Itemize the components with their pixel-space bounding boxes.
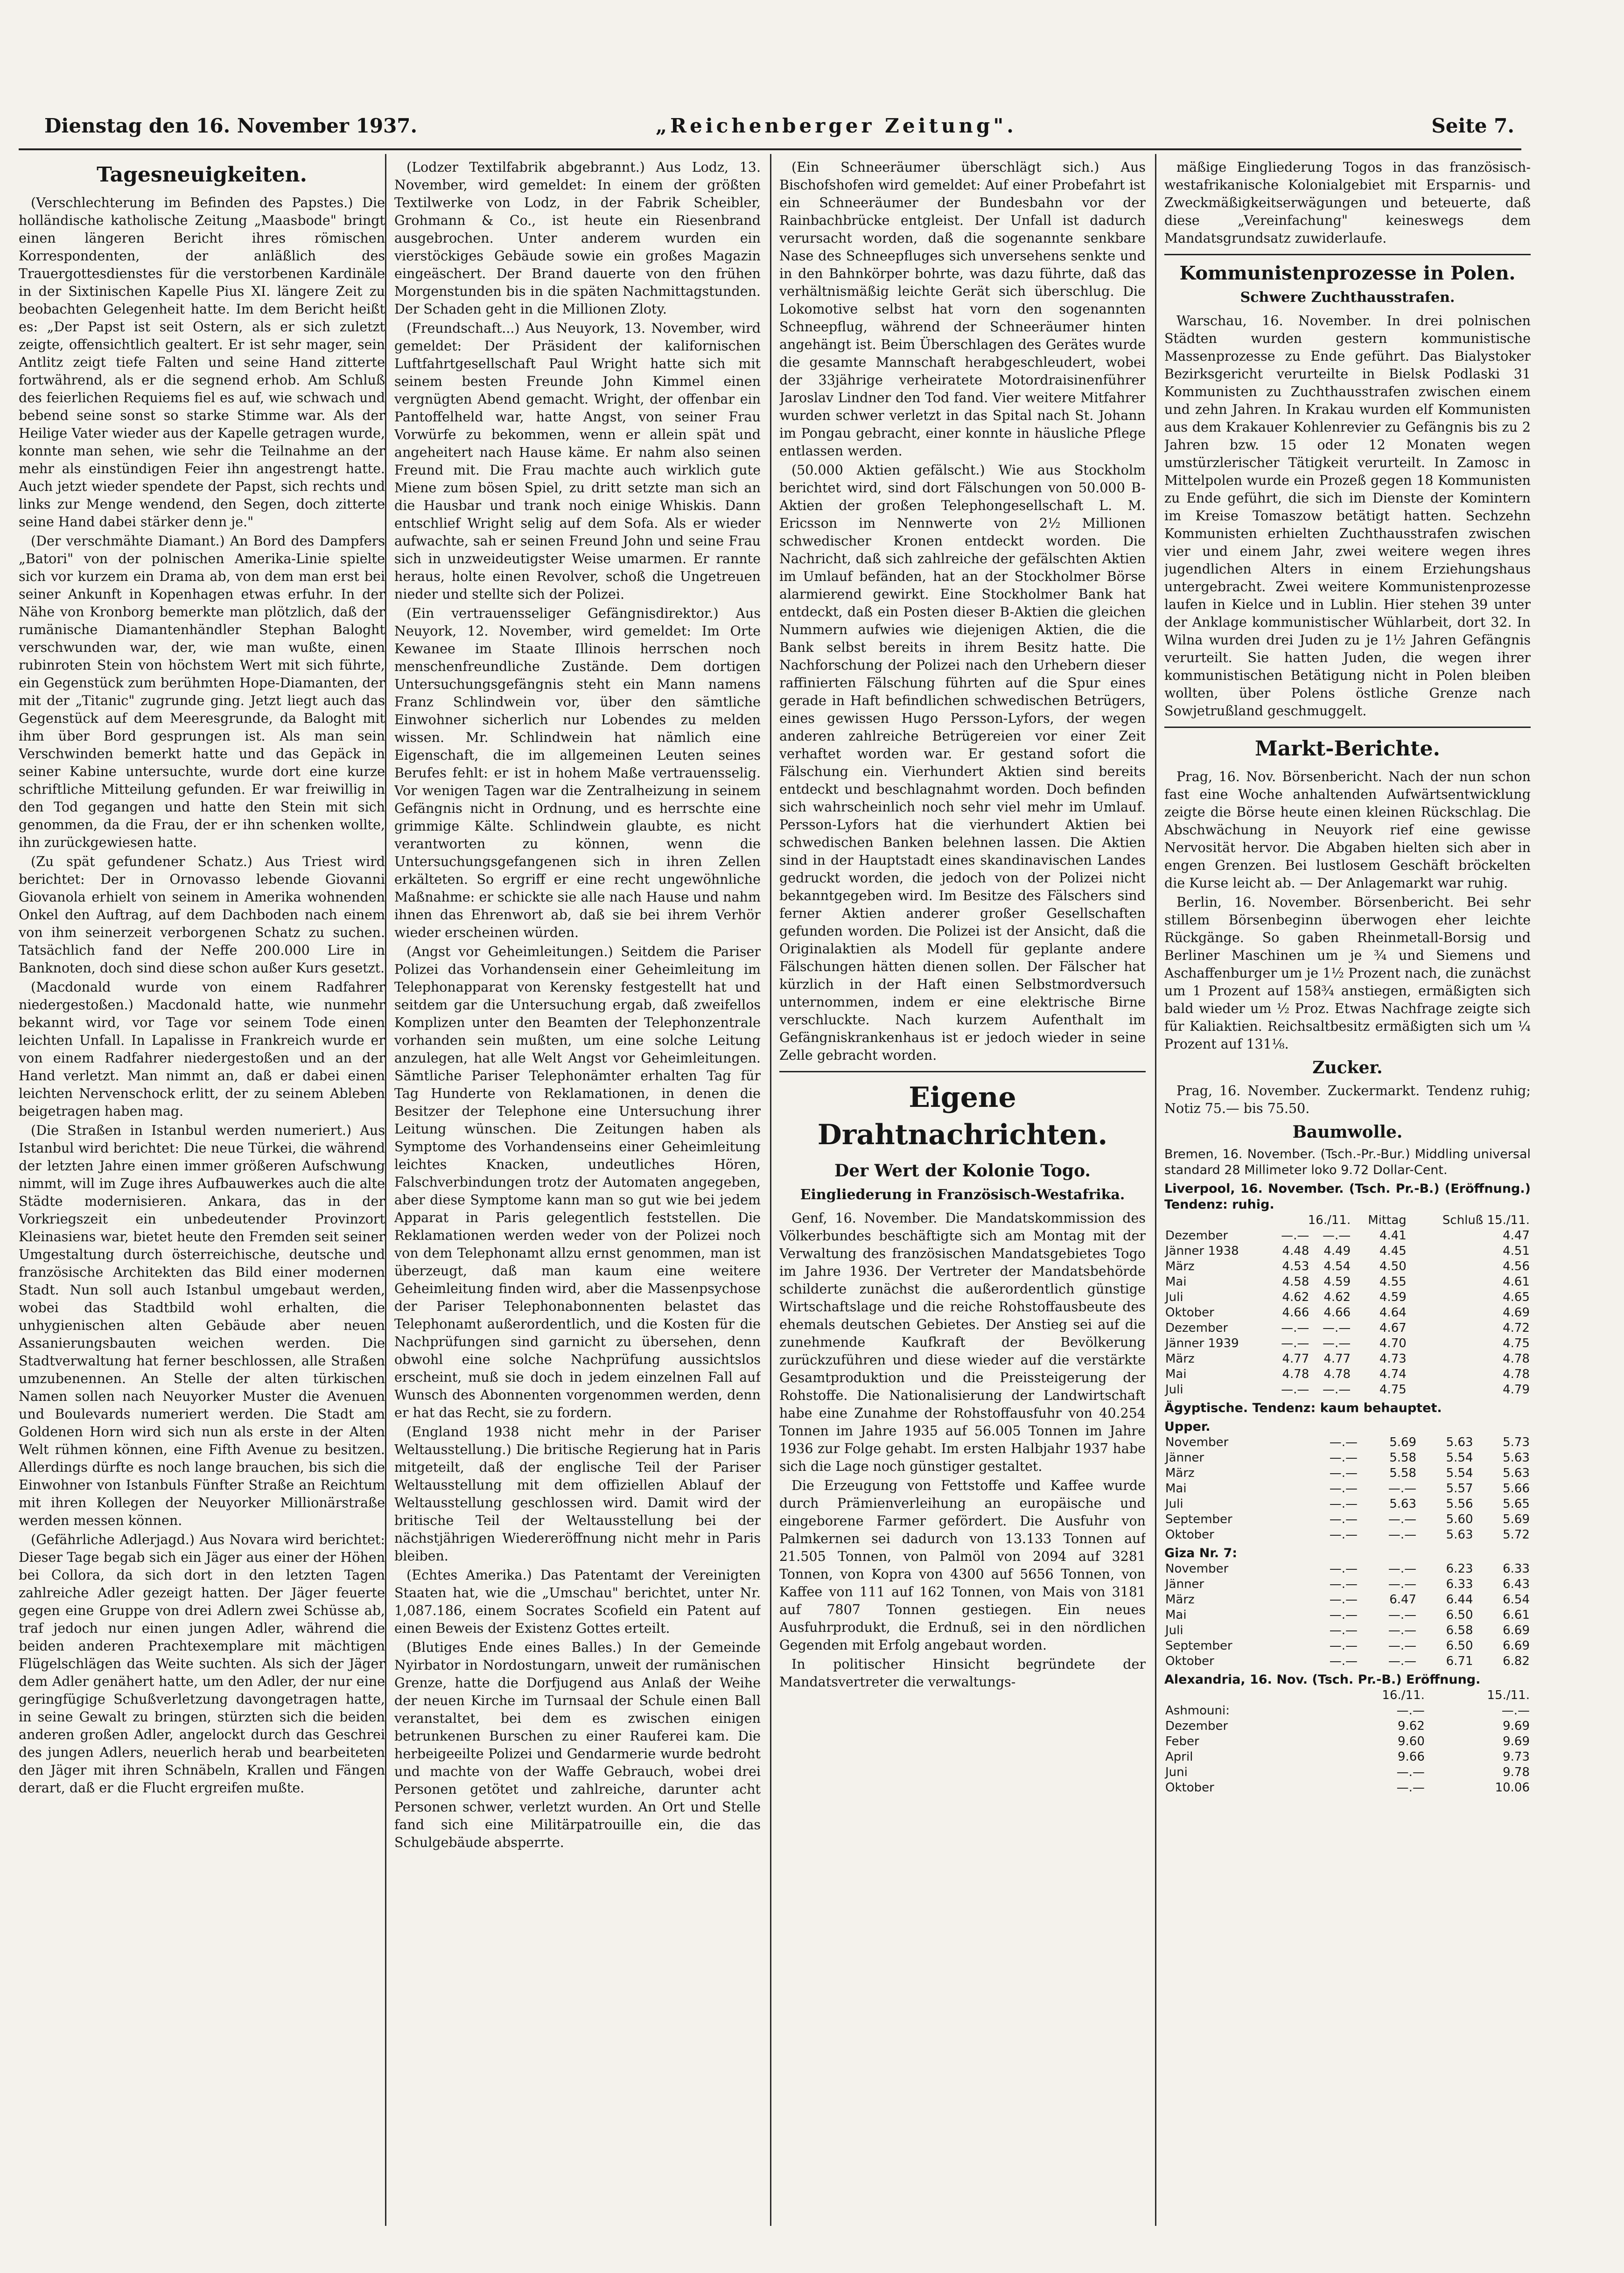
article-gefaengnisdirektor: (Ein vertrauensseliger Gefängnisdirektor.) Aus Neuyork, 12. November, wird gemeldet: Im Orte Kewanee im Staate Illinois herrschen noch menschenfreundliche Zustände. Dem dortigen Untersuchungsgefängnis steht ein Mann namens Franz Schlindwein vor, über den sämtliche Einwohner sicherlich nur Lobendes zu melden wissen. Mr. Schlindwein hat nämlich eine Eigenschaft, die im allgemeinen Leuten seines Berufes fehlt: er ist in hohem Maße vertrauensselig. Vor wenigen Tagen war die Zentralheizung in seinem Gefängnis nicht in Ordnung, und es herrschte eine grimmige Kälte. Schlindwein glaubte, es nicht verantworten zu können, wenn die Untersuchungsgefangenen sich in ihren Zellen erkälteten. So ergriff er eine recht ungewöhnliche Maßnahme: er schickte sie alle nach Hause und nahm ihnen das Ehrenwort ab, daß sie bei ihrem Verhör wieder erscheinen würden. [394, 606, 761, 940]
table-cell: 4.67 [1379, 1321, 1407, 1335]
table-cell: 4.78 [1323, 1367, 1351, 1381]
table-cell: —.— [1329, 1562, 1358, 1576]
table-cell: 6.69 [1503, 1639, 1530, 1653]
table-cell: 6.33 [1503, 1562, 1530, 1576]
cotton-giza-table [1164, 1561, 1531, 1669]
table-cell: —.— [1396, 1704, 1425, 1718]
table-cell: 4.78 [1503, 1367, 1530, 1381]
table-cell: —.— [1281, 1321, 1309, 1335]
table-cell: 5.63 [1389, 1497, 1417, 1511]
table-cell: 5.69 [1503, 1512, 1530, 1526]
table-row [1164, 1749, 1531, 1765]
table-cell: 5.58 [1389, 1466, 1417, 1480]
table-row [1164, 1608, 1531, 1623]
row-label: November [1165, 1562, 1229, 1576]
table-cell: —.— [1396, 1781, 1425, 1795]
table-cell: —.— [1322, 1229, 1351, 1243]
table-row [1164, 1512, 1531, 1527]
table-cell: 6.23 [1446, 1562, 1473, 1576]
table-cell: 4.61 [1503, 1275, 1530, 1289]
table-cell: 9.69 [1503, 1719, 1530, 1733]
table-row [1164, 1450, 1531, 1466]
cotton-alexandria-table [1164, 1688, 1531, 1796]
table-cell: 4.50 [1379, 1259, 1407, 1273]
article-togo-3: In politischer Hinsicht begründete der Mandatsvertreter die verwaltungs- [779, 1657, 1146, 1690]
table-cell: 4.45 [1379, 1244, 1407, 1258]
section-title-tagesneuigkeiten: Tagesneuigkeiten. [97, 163, 307, 187]
section-rule [1164, 727, 1531, 728]
table-cell: 4.75 [1379, 1383, 1407, 1397]
table-row [1164, 1527, 1531, 1543]
table-cell: —.— [1281, 1229, 1309, 1243]
table-row [1164, 1259, 1531, 1274]
table-cell: —.— [1329, 1451, 1358, 1465]
row-label: Juli [1165, 1623, 1183, 1637]
table-cell: 5.63 [1503, 1466, 1530, 1480]
cotton-upper-table [1164, 1435, 1531, 1543]
market-zucker: Prag, 16. November. Zuckermarkt. Tendenz ruhig; Notiz 75.— bis 75.50. [1164, 1083, 1531, 1116]
cotton-liverpool-table [1164, 1213, 1531, 1398]
table-cell: —.— [1281, 1336, 1309, 1350]
row-label: Juni [1165, 1765, 1188, 1779]
article-ball: (Blutiges Ende eines Balles.) In der Gemeinde Nyirbator in Nordostungarn, unweit der rumänischen Grenze, hatte die Dorfjugend aus Anlaß der Weihe der neuen Kirche im Turnsaal der Schule einen Ball veranstaltet, bei dem es zwischen einigen betrunkenen Burschen zu einer Rauferei kam. Die herbeigeeilte Polizei und Gendarmerie wurde bedroht und machte von der Waffe Gebrauch, wobei drei Personen getötet und zahlreiche, darunter acht Personen schwer, verletzt wurden. An Ort und Stelle fand sich eine Militärpatrouille ein, die das Schulgebäude absperrte. [394, 1640, 761, 1850]
table-cell: —.— [1388, 1654, 1417, 1668]
row-label: Juli [1165, 1383, 1183, 1397]
header-newspaper-name: „Reichenberger Zeitung". [656, 114, 1017, 137]
table-cell: 5.69 [1389, 1435, 1417, 1449]
row-label: März [1165, 1352, 1195, 1366]
table-cell: —.— [1388, 1623, 1417, 1637]
table-row [1164, 1703, 1531, 1719]
table-cell: 4.64 [1379, 1306, 1407, 1320]
section-rule [779, 1071, 1146, 1072]
table-cell: —.— [1329, 1654, 1358, 1668]
table-cell: 4.78 [1503, 1352, 1530, 1366]
table-cell: —.— [1329, 1577, 1358, 1591]
header-rule [19, 148, 1521, 150]
article-macdonald: (Macdonald wurde von einem Radfahrer niedergestoßen.) Macdonald hatte, wie nunmehr bekannt wird, vor Tage vor seinem Tode einen leichten Unfall. In Lapalisse in Frankreich wurde er von einem Radfahrer niedergestoßen und an der Hand verletzt. Man nimmt an, daß er dabei einen leichten Nervenschock erlitt, der zu seinem Ableben beigetragen haben mag. [19, 979, 385, 1119]
market-berlin: Berlin, 16. November. Börsenbericht. Bei sehr stillem Börsenbeginn überwogen eher leichte Rückgänge. So gaben Rheinmetall-Borsig und Berliner Maschinen um je ¾ und Siemens und Aschaffenburger um je 1½ Prozent nach, die zunächst um 1 Prozent auf 158¾ anstiegen, ermäßigten sich bald wieder um ½ Proz. Etwas Nachfrage zeigte sich für Kaliaktien. Reichsaltbesitz ermäßigten sich um ¼ Prozent auf 131⅛. [1164, 895, 1531, 1052]
table-cell: —.— [1329, 1528, 1358, 1542]
table-cell: 4.69 [1503, 1306, 1530, 1320]
column-divider [770, 154, 771, 2226]
table-cell: 4.59 [1379, 1290, 1407, 1304]
table-cell: 6.61 [1503, 1608, 1530, 1622]
table-cell: 9.78 [1503, 1765, 1530, 1779]
column-1 [19, 159, 385, 2221]
section-rule [1164, 254, 1531, 255]
subheadline-polen: Schwere Zuchthausstrafen. [1240, 289, 1455, 306]
table-cell: 6.50 [1446, 1608, 1473, 1622]
column-divider [1155, 154, 1156, 2226]
row-label: Jänner [1165, 1577, 1204, 1591]
row-label: Feber [1165, 1734, 1199, 1748]
row-label: Jänner [1165, 1451, 1204, 1465]
table-cell: 4.78 [1282, 1367, 1309, 1381]
table-cell: 4.55 [1379, 1275, 1407, 1289]
table-row [1164, 1244, 1531, 1259]
row-label: Juli [1165, 1497, 1183, 1511]
table-cell: 6.50 [1446, 1639, 1473, 1653]
cotton-market [1164, 1147, 1531, 1796]
table-cell: 5.66 [1503, 1482, 1530, 1496]
table-cell: 6.82 [1503, 1654, 1530, 1668]
table-row [1164, 1305, 1531, 1321]
table-cell: 4.70 [1379, 1336, 1407, 1350]
table-row [1164, 1466, 1531, 1481]
table-cell: 6.44 [1446, 1593, 1473, 1607]
col-header: Mittag [1368, 1213, 1407, 1227]
column-divider [385, 154, 386, 2226]
table-cell: 4.72 [1503, 1321, 1530, 1335]
table-row [1164, 1561, 1531, 1577]
table-row [1164, 1719, 1531, 1734]
table-cell: 4.53 [1282, 1259, 1309, 1273]
row-label: März [1165, 1593, 1195, 1607]
row-label: Oktober [1165, 1781, 1214, 1795]
row-label: März [1165, 1259, 1195, 1273]
col-header: 16./11. [1382, 1688, 1425, 1702]
table-cell: 4.66 [1282, 1306, 1309, 1320]
table-cell: —.— [1322, 1383, 1351, 1397]
table-row [1164, 1336, 1531, 1351]
table-cell: 6.33 [1446, 1577, 1473, 1591]
cotton-alexandria-head: Alexandria, 16. Nov. (Tsch. Pr.-B.) Eröffnung. [1164, 1672, 1481, 1687]
headline-baumwolle: Baumwolle. [1292, 1122, 1403, 1142]
table-cell: —.— [1388, 1562, 1417, 1576]
table-cell: —.— [1388, 1639, 1417, 1653]
row-label: September [1165, 1639, 1232, 1653]
article-polen: Warschau, 16. November. In drei polnischen Städten wurden gestern kommunistische Massenprozesse zu Ende geführt. Das Bialystoker Bezirksgericht verurteilte in Bielsk Podlaski 31 Kommunisten zu Zuchthausstrafen zwischen einem und zehn Jahren. In Krakau wurden elf Kommunisten aus dem Krakauer Kohlenrevier zu Gefängnis bis zu 2 Jahren bzw. 15 oder 12 Monaten wegen umstürzlerischer Tätigkeit verurteilt. In Zamosc in Mittelpolen wurde ein Prozeß gegen 18 Kommunisten zu Ende geführt, die sich im Dienste der Komintern im Kreise Tomaszow betätigt hatten. Sechzehn Kommunisten erhielten Zuchthausstrafen zwischen vier und einem Jahr, zwei weitere wegen ihres jugendlichen Alters in einem Erziehungshaus untergebracht. Zwei weitere Kommunistenprozesse laufen in Kielce und in Lublin. Hier stehen 39 unter der Anklage kommunistischer Wühlarbeit, dort 32. In Wilna wurden drei Juden zu je 1½ Jahren Gefängnis verurteilt. Sie hatten Juden, die wegen ihrer kommunistischen Betätigung nicht in Polen bleiben wollten, über Polens östliche Grenze nach Sowjetrußland geschmuggelt. [1164, 313, 1531, 719]
subheadline-togo: Eingliederung in Französisch-Westafrika. [800, 1187, 1125, 1203]
table-cell: 10.06 [1495, 1781, 1530, 1795]
table-cell: 9.69 [1503, 1734, 1530, 1748]
article-aktien: (50.000 Aktien gefälscht.) Wie aus Stockholm berichtet wird, sind dort Fälschungen von 50.000 B-Aktien der großen Telephongesellschaft L. M. Ericsson im Nennwerte von 2½ Millionen schwedischer Kronen entdeckt worden. Die Nachricht, daß sich zahlreiche der gefälschten Aktien im Umlauf befänden, hat an der Stockholmer Börse alarmierend gewirkt. Eine Stockholmer Bank hat entdeckt, daß ein Posten dieser B-Aktien die gleichen Nummern aufwies wie diejenigen Aktien, die die Bank selbst bereits in ihrem Besitz hatte. Die Nachforschung der Polizei nach den Urhebern dieser raffinierten Fälschung führten auf die Spur eines gerade in Haft befindlichen schwedischen Betrügers, eines gewissen Hugo Persson-Lyfors, der wegen anderen zahlreiche Betrügereien vor einer Zeit verhaftet worden war. Er gestand sofort die Fälschung ein. Vierhundert Aktien sind bereits entdeckt und beschlagnahmt worden. Doch befinden sich wahrscheinlich noch sehr viel mehr im Umlauf. Persson-Lyfors hat die vierhundert Aktien bei schwedischen Banken belehnen lassen. Die Aktien sind in der Hauptstadt eines skandinavischen Landes gedruckt worden, die jedoch von der Polizei nicht bekanntgegeben wird. Im Besitze des Fälschers sind ferner Aktien anderer großer Gesellschaften gefunden worden. Die Polizei ist der Ansicht, daß die Originalaktien als Modell für geplante andere Fälschungen hätten dienen sollen. Der Fälscher hat kürzlich in der Haft einen Selbstmordversuch unternommen, indem er eine elektrische Birne verschluckte. Nach kurzem Aufenthalt im Gefängniskrankenhaus ist er jedoch wieder in seine Zelle gebracht worden. [779, 462, 1146, 1063]
table-cell: —.— [1322, 1336, 1351, 1350]
table-cell: 5.63 [1503, 1451, 1530, 1465]
row-label: April [1165, 1750, 1193, 1764]
table-cell: 5.73 [1503, 1435, 1530, 1449]
table-cell: 5.58 [1389, 1451, 1417, 1465]
row-label: Oktober [1165, 1528, 1214, 1542]
table-cell: 4.54 [1323, 1259, 1351, 1273]
row-label: Mai [1165, 1367, 1187, 1381]
table-cell: —.— [1329, 1639, 1358, 1653]
table-cell: —.— [1388, 1512, 1417, 1526]
row-label: Jänner 1938 [1165, 1244, 1239, 1258]
table-cell: 6.69 [1503, 1623, 1530, 1637]
table-cell: —.— [1388, 1577, 1417, 1591]
column-2 [394, 159, 761, 2221]
table-cell: —.— [1329, 1623, 1358, 1637]
table-row [1164, 1351, 1531, 1367]
header-page-number: Seite 7. [1431, 114, 1514, 137]
page-header [44, 114, 1514, 147]
cotton-giza-head: Giza Nr. 7: [1164, 1546, 1238, 1560]
table-cell: 4.56 [1503, 1259, 1530, 1273]
market-prag: Prag, 16. Nov. Börsenbericht. Nach der nun schon fast eine Woche anhaltenden Aufwärtsentwicklung zeigte die Börse heute einen kleinen Rückschlag. Die Abschwächung in Neuyork rief eine gewisse Nervosität hervor. Die Abgaben hielten sich aber in engen Grenzen. Bei lustlosem Geschäft bröckelten die Kurse leicht ab. — Der Anlagemarkt war ruhig. [1164, 769, 1531, 891]
row-label: Mai [1165, 1608, 1187, 1622]
table-row [1164, 1765, 1531, 1780]
article-papst: (Verschlechterung im Befinden des Papstes.) Die holländische katholische Zeitung „Maasbode" bringt einen längeren Bericht ihres römischen Korrespondenten, der anläßlich des Trauergottesdienstes für die verstorbenen Kardinäle in der Sixtinischen Kapelle Pius XI. längere Zeit zu beobachten Gelegenheit hatte. Im dem Bericht heißt es: „Der Papst ist seit Ostern, als er sich zuletzt zeigte, offensichtlich gealtert. Er ist sehr mager, sein Antlitz zeigt tiefe Falten und seine Hand zitterte fortwährend, als er die segnend erhob. Am Schluß des feierlichen Requiems fiel es auf, wie schwach und bebend seine sonst so starke Stimme war. Als der Heilige Vater wieder aus der Kapelle getragen wurde, konnte man sehen, wie sehr die Teilnahme an der mehr als einstündigen Feier ihn angestrengt hatte. Auch jetzt wieder spendete der Papst, sich rechts und links zur Menge wendend, den Segen, doch zitterte seine Hand dabei stärker denn je." [19, 195, 385, 530]
table-cell: 5.56 [1446, 1497, 1473, 1511]
table-cell: 6.54 [1503, 1593, 1530, 1607]
table-cell: 4.62 [1282, 1290, 1309, 1304]
table-row [1164, 1780, 1531, 1796]
table-cell: —.— [1329, 1608, 1358, 1622]
row-label: Ashmouni: [1165, 1704, 1230, 1718]
article-lodz: (Lodzer Textilfabrik abgebrannt.) Aus Lodz, 13. November, wird gemeldet: In einem der größten Textilwerke von Lodz, in der Fabrik Scheibler, Grohmann & Co., ist heute ein Riesenbrand ausgebrochen. Unter anderem wurden ein vierstöckiges Gebäude sowie ein großes Magazin eingeäschert. Der Brand dauerte von den frühen Morgenstunden bis in die späten Nachmittagstunden. Der Schaden geht in die Millionen Zloty. [394, 160, 761, 317]
table-cell: 5.54 [1446, 1451, 1473, 1465]
table-row [1164, 1481, 1531, 1497]
row-label: Dezember [1165, 1719, 1228, 1733]
table-row [1164, 1321, 1531, 1336]
table-cell: 4.48 [1282, 1244, 1309, 1258]
table-cell: —.— [1329, 1593, 1358, 1607]
headline-togo: Der Wert der Kolonie Togo. [834, 1161, 1091, 1181]
row-label: Mai [1165, 1275, 1187, 1289]
table-cell: 5.57 [1446, 1482, 1473, 1496]
table-row [1164, 1592, 1531, 1608]
table-row [1164, 1367, 1531, 1382]
article-england: (England 1938 nicht mehr in der Pariser Weltausstellung.) Die britische Regierung hat in Paris mitgeteilt, daß der englische Teil der Pariser Weltausstellung mit dem offiziellen Ablauf der Weltausstellung geschlossen wird. Damit wird der britische Teil der Weltausstellung bei der nächstjährigen Wiedereröffnung nicht mehr in Paris bleiben. [394, 1424, 761, 1564]
table-cell: 4.75 [1503, 1336, 1530, 1350]
cotton-bremen: Bremen, 16. November. (Tsch.-Pr.-Bur.) Middling universal standard 28 Millimeter loko 9.72 Dollar-Cent. [1164, 1147, 1531, 1177]
table-row [1164, 1654, 1531, 1669]
row-label: März [1165, 1466, 1195, 1480]
table-cell: 4.47 [1503, 1229, 1530, 1243]
table-cell: —.— [1329, 1512, 1358, 1526]
table-cell: 5.65 [1503, 1497, 1530, 1511]
article-togo-1: Genf, 16. November. Die Mandatskommission des Völkerbundes beschäftigte sich am Montag mit der Verwaltung des französischen Mandatsgebietes Togo im Jahre 1936. Der Vertreter der Mandatsbehörde schilderte zunächst die außerordentlich günstige Wirtschaftslage und die reiche Rohstoffausbeute des ehemals deutschen Gebietes. Der Anstieg sei auf die zunehmende Kaufkraft der Bevölkerung zurückzuführen und diese wieder auf die verstärkte Gesamtproduktion und die Preissteigerung der Rohstoffe. Die Nationalisierung der Landwirtschaft habe eine Zunahme der Rohstoffausfuhr von 40.254 Tonnen im Jahre 1935 auf 56.005 Tonnen im Jahre 1936 zur Folge gehabt. Im ersten Halbjahr 1937 habe sich die Lage noch günstiger gestaltet. [779, 1210, 1146, 1474]
table-cell: 6.71 [1446, 1654, 1473, 1668]
headline-polen: Kommunistenprozesse in Polen. [1179, 262, 1516, 284]
table-cell: 9.66 [1398, 1750, 1425, 1764]
table-cell: —.— [1388, 1608, 1417, 1622]
row-label: Dezember [1165, 1229, 1228, 1243]
table-cell: 4.73 [1379, 1352, 1407, 1366]
table-cell: 4.74 [1379, 1367, 1407, 1381]
section-title-markt: Markt-Berichte. [1255, 737, 1440, 761]
row-label: Mai [1165, 1482, 1187, 1496]
row-label: Dezember [1165, 1321, 1228, 1335]
article-adlerjagd: (Gefährliche Adlerjagd.) Aus Novara wird berichtet: Dieser Tage begab sich ein Jäger aus einer der Höhen bei Collora, da sich dort in den letzten Tagen zahlreiche Adler gezeigt hatten. Der Jäger feuerte gegen eine Gruppe von drei Adlern zwei Schüsse ab, traf jedoch nur einen jungen Adler, während die beiden anderen Prachtexemplare mit mächtigen Flügelschlägen das Weite suchten. Als sich der Jäger dem Adler genähert hatte, um den Adler, der nur eine geringfügige Schußverletzung davongetragen hatte, in seine Gewalt zu bringen, stürzten sich die beiden anderen großen Adler, angelockt durch das Geschrei des jungen Adlers, neuerlich herab und bearbeiteten den Jäger mit ihren Schnäbeln, Krallen und Fängen derart, daß er die Flucht ergreifen mußte. [19, 1532, 385, 1796]
table-cell: 5.60 [1446, 1512, 1473, 1526]
table-cell: 4.51 [1503, 1244, 1530, 1258]
table-row [1164, 1290, 1531, 1305]
article-freundschaft: (Freundschaft...) Aus Neuyork, 13. November, wird gemeldet: Der Präsident der kalifornischen Luftfahrtgesellschaft Paul Wright hatte sich mit seinem besten Freunde John Kimmel einen vergnügten Abend gemacht. Wright, der offenbar ein Pantoffelheld war, hatte Angst, von seiner Frau Vorwürfe zu bekommen, wenn er allein spät und angeheitert nach Hause käme. Er nahm also seinen Freund mit. Die Frau machte auch wirklich gute Miene zum bösen Spiel, zu dritt setzte man sich an die Hausbar und trank noch einige Whiskis. Dann entschlief Wright selig auf dem Sofa. Als er wieder aufwachte, sah er seinen Freund John und seine Frau sich in unzweideutigster Weise umarmen. Er rannte heraus, holte einen Revolver, schoß die Ungetreuen nieder und stellte sich der Polizei. [394, 321, 761, 602]
table-cell: —.— [1501, 1704, 1530, 1718]
table-cell: —.— [1388, 1528, 1417, 1542]
table-cell: —.— [1329, 1497, 1358, 1511]
table-cell: 4.41 [1379, 1229, 1407, 1243]
article-schatz: (Zu spät gefundener Schatz.) Aus Triest wird berichtet: Der in Ornovasso lebende Giovanni Giovanola erhielt von seinem in Amerika wohnenden Onkel den Auftrag, auf dem Dachboden nach einem von ihm seinerzeit verborgenen Schatz zu suchen. Tatsächlich fand der Neffe 200.000 Lire in Banknoten, doch sind diese schon außer Kurs gesetzt. [19, 854, 385, 976]
article-istanbul: (Die Straßen in Istanbul werden numeriert.) Aus Istanbul wird berichtet: Die neue Türkei, die während der letzten Jahre einen immer größeren Aufschwung nimmt, will im Zuge ihres Aufbauwerkes auch die alte Städte modernisieren. Ankara, das in der Vorkriegszeit ein unbedeutender Provinzort Kleinasiens war, bietet heute den Fremden seit seiner Umgestaltung durch österreichische, deutsche und französische Architekten das Bild einer modernen Stadt. Nun soll auch Istanbul umgebaut werden, wobei das Stadtbild wohl erhalten, die unhygienischen alten Gebäude aber neuen Assanierungsbauten weichen werden. Die Stadtverwaltung hat ferner beschlossen, alle Straßen umzubenennen. An Stelle der alten türkischen Namen sollen nach Neuyorker Muster die Avenuen und Boulevards numeriert werden. Die Stadt am Goldenen Horn wird sich nun als erste in der Alten Welt rühmen können, eine Fifth Avenue zu besitzen. Allerdings dürfte es noch lange brauchen, bis sich die Einwohner von Istanbuls Fünfter Straße an Reichtum mit ihren Kollegen der Neuyorker Millionärstraße werden messen können. [19, 1123, 385, 1528]
article-geheimleitungen: (Angst vor Geheimleitungen.) Seitdem die Pariser Polizei das Vorhandensein einer Geheimleitung im Telephonapparat von Kerensky festgestellt hat und seitdem gar die Untersuchung ergab, daß zweifellos Komplizen unter den Beamten der Telephonzentrale vorhanden sein mußten, um eine solche Leitung anzulegen, hat alle Welt Angst vor Geheimleitungen. Sämtliche Pariser Telephonämter erhalten Tag für Tag Hunderte von Reklamationen, in denen die Besitzer der Telephone eine Untersuchung ihrer Leitung wünschen. Die Zeitungen haben als Symptome des Vorhandenseins einer Geheimleitung leichtes Knacken, undeutliches Hören, Falschverbindungen trotz der Automaten angegeben, aber diese Symptome kann man so gut wie bei jedem Apparat in Paris gelegentlich feststellen. Die Reklamationen werden weder von der Polizei noch von dem Telephonamt allzu ernst genommen, man ist überzeugt, daß man kaum eine weitere Geheimleitung finden wird, aber die Massenpsychose der Pariser Telephonabonnenten belastet das Telephonamt außerordentlich, und die Kosten für die Nachprüfungen sind garnicht zu übersehen, denn obwohl eine solche Nachprüfung aussichtslos erscheint, muß sie doch in jedem einzelnen Fall auf Wunsch des Abonnenten vorgenommen werden, denn er hat das Recht, sie zu fordern. [394, 944, 761, 1420]
row-label: Jänner 1939 [1165, 1336, 1239, 1350]
table-cell: 4.79 [1503, 1383, 1530, 1397]
article-diamant: (Der verschmähte Diamant.) An Bord des Dampfers „Batori" von der polnischen Amerika-Linie spielte sich vor kurzem ein Drama ab, von dem man erst bei seiner Ankunft in Kopenhagen etwas erfuhr. In der Nähe von Kronborg bemerkte man plötzlich, daß der rumänische Diamantenhändler Stephan Baloght verschwunden war, der, wie man wußte, einen rubinroten Stein von höchstem Wert mit sich führte, ein Gegenstück zum berühmten Hope-Diamanten, der mit der „Titanic" zugrunde ging. Jetzt liegt auch das Gegenstück auf dem Meeresgrunde, da Baloght mit ihm über Bord gesprungen ist. Als man sein Verschwinden bemerkt hatte und das Gepäck in seiner Kabine untersuchte, wurde dort eine kurze schriftliche Mitteilung gefunden. Er war freiwillig in den Tod gegangen und hatte den Stein mit sich genommen, da die Frau, der er ihn schenken wollte, ihn zurückgewiesen hatte. [19, 533, 385, 850]
table-cell: 5.63 [1446, 1528, 1473, 1542]
table-row [1164, 1382, 1531, 1398]
table-cell: —.— [1396, 1765, 1425, 1779]
row-label: Oktober [1165, 1306, 1214, 1320]
table-cell: 4.66 [1323, 1306, 1351, 1320]
column-3 [779, 159, 1146, 2221]
table-row [1164, 1274, 1531, 1290]
table-cell: —.— [1281, 1383, 1309, 1397]
row-label: Juli [1165, 1290, 1183, 1304]
header-date: Dienstag den 16. November 1937. [44, 114, 418, 137]
table-cell: 4.62 [1323, 1290, 1351, 1304]
article-togo-2: Die Erzeugung von Fettstoffe und Kaffee wurde durch Prämienverleihung an europäische und eingeborene Farmer gefördert. Die Ausfuhr von Palmkernen sei dadurch von 13.133 Tonnen auf 21.505 Tonnen, von Palmöl von 2094 auf 3281 Tonnen, von Kopra von 4300 auf 5656 Tonnen, von Kaffee von 111 auf 162 Tonnen, von Mais von 3181 auf 7807 Tonnen gestiegen. Ein neues Ausfuhrprodukt, die Erdnuß, sei in den nördlichen Gegenden mit Erfolg angebaut worden. [779, 1478, 1146, 1653]
table-row [1164, 1228, 1531, 1244]
table-cell: —.— [1329, 1482, 1358, 1496]
table-cell: 9.60 [1398, 1734, 1425, 1748]
col-header: 16./11. [1308, 1213, 1351, 1227]
article-amerika: (Echtes Amerika.) Das Patentamt der Vereinigten Staaten hat, wie die „Umschau" berichtet, unter Nr. 1,087.186, einem Socrates Scofield ein Patent auf einen Beweis der Existenz Gottes erteilt. [394, 1567, 761, 1636]
table-cell: 4.58 [1282, 1275, 1309, 1289]
table-row [1164, 1497, 1531, 1512]
table-cell: 5.54 [1446, 1466, 1473, 1480]
table-cell: 5.72 [1503, 1528, 1530, 1542]
col-header: Schluß 15./11. [1442, 1213, 1530, 1227]
headline-zucker: Zucker. [1312, 1058, 1383, 1077]
table-cell: 4.77 [1323, 1352, 1351, 1366]
table-row [1164, 1435, 1531, 1450]
table-cell: 4.59 [1323, 1275, 1351, 1289]
col-header: 15./11. [1487, 1688, 1530, 1702]
table-cell: 6.58 [1446, 1623, 1473, 1637]
article-togo-4: mäßige Eingliederung Togos in das französisch-westafrikanische Kolonialgebiet mit Ersparnis- und Zweckmäßigkeitserwägungen und beteuerte, daß diese „Vereinfachung" keineswegs dem Mandatsgrundsatz zuwiderlaufe. [1164, 160, 1531, 246]
table-cell: —.— [1322, 1321, 1351, 1335]
table-cell: 6.47 [1389, 1593, 1417, 1607]
table-cell: —.— [1388, 1482, 1417, 1496]
cotton-liverpool-head: Liverpool, 16. November. (Tsch. Pr.-B.) (Eröffnung.) Tendenz: ruhig. [1164, 1182, 1531, 1212]
section-title-drahtnachrichten: Eigene Drahtnachrichten. [817, 1081, 1108, 1151]
table-cell: —.— [1329, 1435, 1358, 1449]
row-label: Oktober [1165, 1654, 1214, 1668]
cotton-egypt-head: Ägyptische. Tendenz: kaum behauptet. [1164, 1401, 1442, 1415]
table-row [1164, 1638, 1531, 1654]
table-cell: 9.73 [1503, 1750, 1530, 1764]
row-label: September [1165, 1512, 1232, 1526]
article-schneeraeumer: (Ein Schneeräumer überschlägt sich.) Aus Bischofshofen wird gemeldet: Auf einer Probefahrt ist ein Schneeräumer der Bundesbahn vor der Rainbachbrücke entgleist. Der Unfall ist dadurch verursacht worden, daß die sogenannte senkbare Nase des Schneepfluges sich unversehens senkte und in den Bahnkörper bohrte, was dazu führte, daß das verhältnismäßig leichte Gerät sich überschlug. Die Lokomotive selbst hat vorn den sogenannten Schneepflug, während der Schneeräumer hinten angehängt ist. Beim Überschlagen des Gerätes wurde die gesamte Mannschaft herabgeschleudert, wobei der 33jährige verheiratete Motordraisinenführer Jaroslav Lindner den Tod fand. Vier weitere Mitfahrer wurden schwer verletzt in das Spital nach St. Johann im Pongau gebracht, einer konnte in häusliche Pflege entlassen werden. [779, 160, 1146, 459]
table-cell: 4.49 [1323, 1244, 1351, 1258]
column-4 [1164, 159, 1531, 2221]
table-cell: 5.63 [1446, 1435, 1473, 1449]
table-cell: 4.65 [1503, 1290, 1530, 1304]
cotton-upper-head: Upper. [1164, 1420, 1211, 1434]
table-cell: 6.43 [1503, 1577, 1530, 1591]
table-cell: —.— [1329, 1466, 1358, 1480]
table-row [1164, 1577, 1531, 1592]
table-row [1164, 1623, 1531, 1638]
table-cell: 9.62 [1398, 1719, 1425, 1733]
row-label: November [1165, 1435, 1229, 1449]
table-cell: 4.77 [1282, 1352, 1309, 1366]
table-row [1164, 1734, 1531, 1749]
